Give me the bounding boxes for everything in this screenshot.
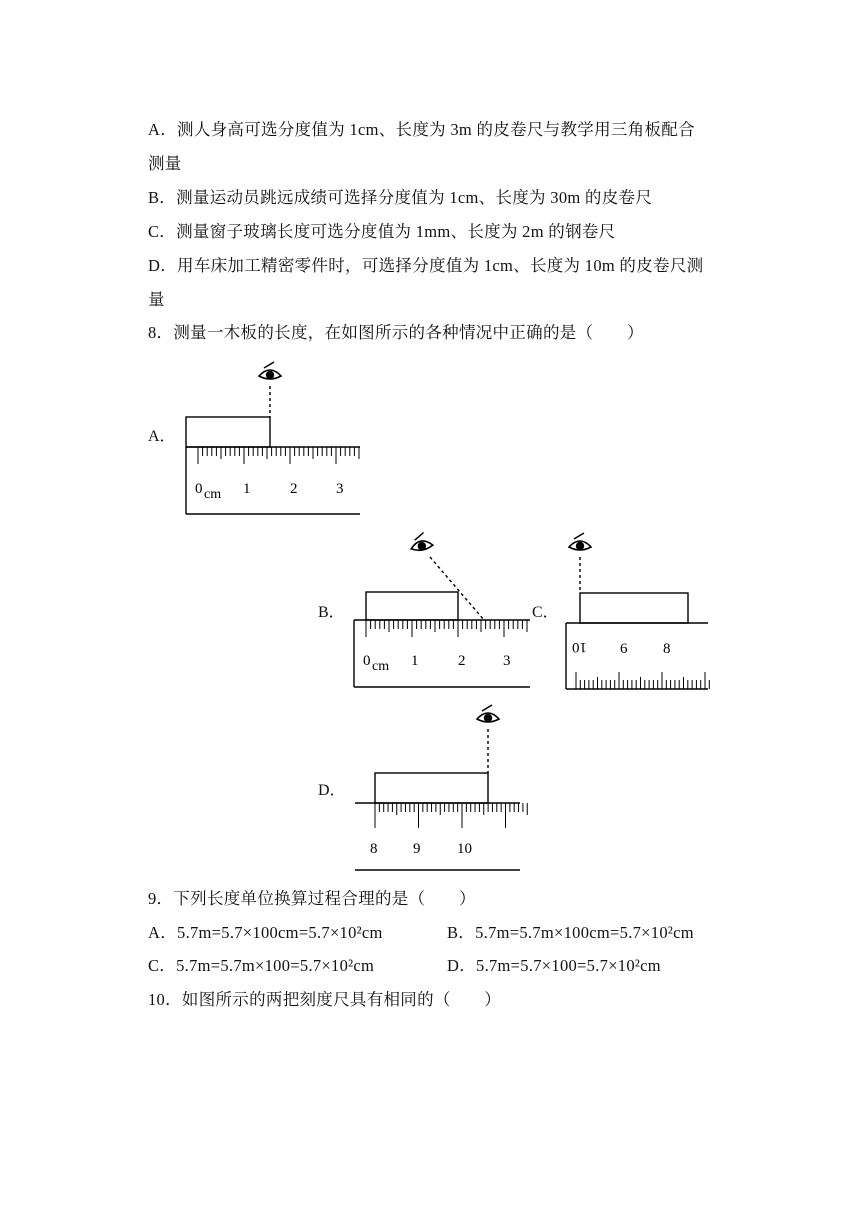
q7-option-a-line2: 测量 — [148, 154, 182, 173]
tick-label-2: 2 — [458, 653, 466, 669]
q9-option-b: B．5.7m=5.7m×100cm=5.7×10²cm — [447, 923, 694, 942]
tick-label-2: 2 — [290, 481, 298, 497]
q9-stem: 9．下列长度单位换算过程合理的是（ ） — [148, 889, 476, 908]
q7-option-c: C．测量窗子玻璃长度可选分度值为 1mm、长度为 2m 的钢卷尺 — [148, 222, 616, 241]
tick-label-1: 1 — [411, 653, 419, 669]
tick-label-9: 9 — [413, 841, 421, 857]
eye-icon — [477, 705, 499, 722]
q8-figure-d — [350, 705, 530, 875]
q7-option-b: B．测量运动员跳远成绩可选择分度值为 1cm、长度为 30m 的皮卷尺 — [148, 188, 653, 207]
unit-label: cm — [204, 487, 222, 502]
eye-icon — [569, 533, 591, 550]
q8-figure-a-label: A． — [148, 428, 176, 445]
tick-label-3: 3 — [336, 481, 344, 497]
q8-figure-b-label: B． — [318, 604, 345, 621]
q9-option-a: A．5.7m=5.7×100cm=5.7×10²cm — [148, 923, 383, 942]
wooden-board — [580, 593, 688, 623]
q8-figure-c-label: C． — [532, 604, 559, 621]
q9-option-d: D．5.7m=5.7×100=5.7×10²cm — [447, 956, 661, 975]
q7-option-d-line2: 量 — [148, 290, 165, 309]
q8-figure-a — [180, 362, 365, 522]
tick-label-0: 0 — [363, 653, 371, 669]
tick-label-3: 3 — [503, 653, 511, 669]
tick-label-8: 8 — [663, 641, 671, 657]
wooden-board — [366, 592, 458, 620]
ruler — [355, 803, 527, 870]
tick-label-10: 10 — [572, 639, 587, 655]
eye-icon — [409, 531, 434, 552]
q8-stem: 8．测量一木板的长度，在如图所示的各种情况中正确的是（ ） — [148, 323, 644, 342]
wooden-board — [375, 773, 488, 803]
ruler — [566, 623, 709, 689]
q10-stem: 10．如图所示的两把刻度尺具有相同的（ ） — [148, 990, 502, 1009]
tick-label-1: 1 — [243, 481, 251, 497]
q8-figure-d-label: D． — [318, 782, 346, 799]
tick-label-10: 10 — [457, 841, 472, 857]
unit-label: cm — [372, 659, 390, 674]
q8-figure-b — [350, 535, 540, 695]
tick-label-8: 8 — [370, 841, 378, 857]
eye-icon — [259, 362, 281, 379]
q7-option-d-line1: D．用车床加工精密零件时，可选择分度值为 1cm、长度为 10m 的皮卷尺测 — [148, 256, 704, 275]
q9-option-c: C．5.7m=5.7m×100=5.7×10²cm — [148, 956, 375, 975]
wooden-board — [186, 417, 270, 447]
ruler — [354, 620, 530, 687]
ruler — [186, 447, 360, 514]
tick-label-6: 6 — [620, 641, 628, 657]
q7-option-a-line1: A．测人身高可选分度值为 1cm、长度为 3m 的皮卷尺与教学用三角板配合 — [148, 120, 695, 139]
q8-figure-c — [562, 535, 712, 695]
tick-label-0: 0 — [195, 481, 203, 497]
